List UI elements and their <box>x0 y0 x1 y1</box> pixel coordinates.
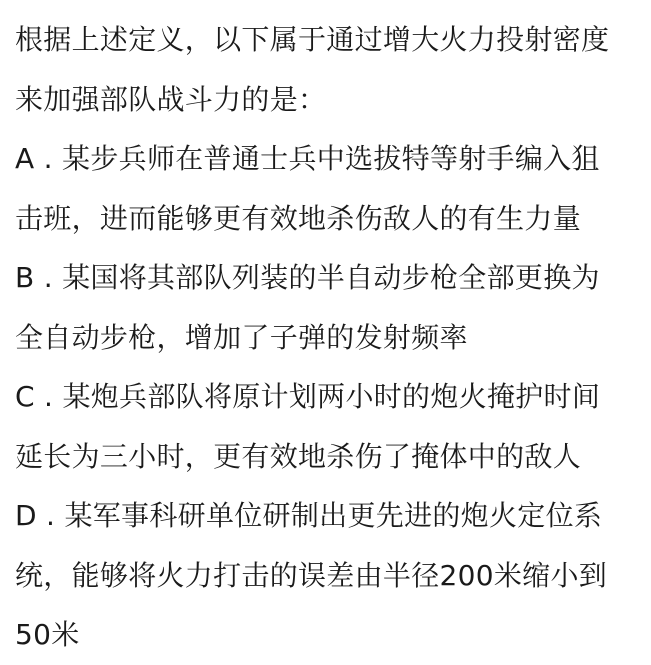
option-d-line-3: 50米 <box>15 618 80 651</box>
option-d-line-2: 统，能够将火力打击的误差由半径200米缩小到 <box>15 558 608 592</box>
option-a-line-1: A . 某步兵师在普通士兵中选拔特等射手编入狙 <box>15 142 600 175</box>
option-d-line-1: D . 某军事科研单位研制出更先进的炮火定位系 <box>15 499 603 532</box>
question-stem-line-1: 根据上述定义，以下属于通过增大火力投射密度 <box>15 23 610 56</box>
option-b-line-1: B . 某国将其部队列装的半自动步枪全部更换为 <box>15 261 600 294</box>
question-stem-line-2: 来加强部队战斗力的是： <box>15 82 327 116</box>
option-c-line-2: 延长为三小时，更有效地杀伤了掩体中的敌人 <box>15 439 582 473</box>
option-c-line-1: C . 某炮兵部队将原计划两小时的炮火掩护时间 <box>15 380 601 413</box>
option-a-line-2: 击班，进而能够更有效地杀伤敌人的有生力量 <box>15 201 582 235</box>
option-b-line-2: 全自动步枪，增加了子弹的发射频率 <box>15 320 468 354</box>
